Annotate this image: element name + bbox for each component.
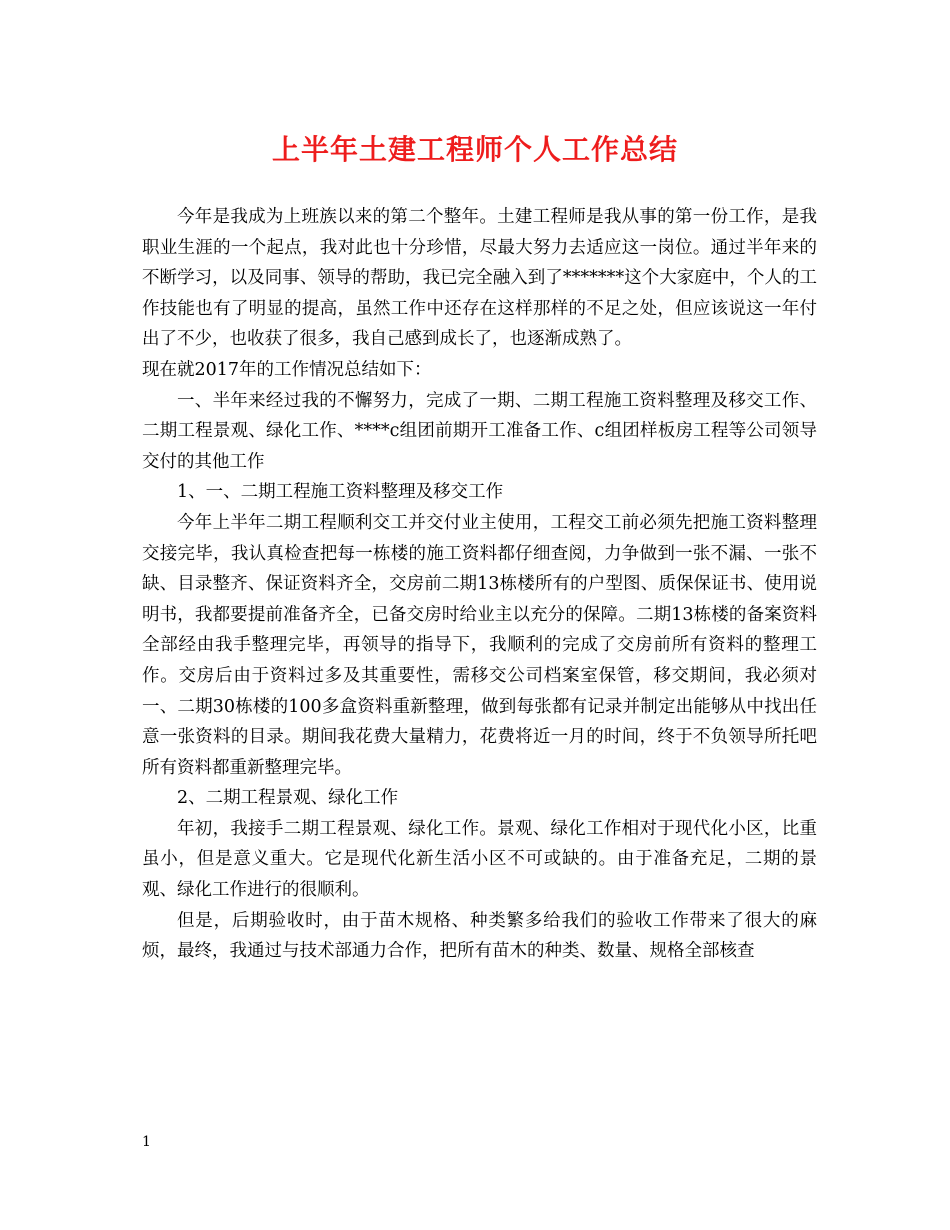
paragraph-item-1-body: 今年上半年二期工程顺利交工并交付业主使用，工程交工前必须先把施工资料整理交接完毕，我认真检查把每一栋楼的施工资料都仔细查阅，力争做到一张不漏、一张不缺、目录整齐、保证资料齐全，交房前二期13栋楼所有的户型图、质保保证书、使用说明书，我都要提前准备齐全，已备交房时给业主以充分的保障。二期13栋楼的备案资料全部经由我手整理完毕，再领导的指导下，我顺利的完成了交房前所有资料的整理工作。交房后由于资料过多及其重要性，需移交公司档案室保管，移交期间，我必须对一、二期30栋楼的100多盒资料重新整理，做到每张都有记录并制定出能够从中找出任意一张资料的目录。期间我花费大量精力，花费将近一月的时间，终于不负领导所托吧所有资料都重新整理完毕。 [142,512,817,778]
subheading-item-2: 2、二期工程景观、绿化工作 [177,788,399,809]
document-body [142,202,817,967]
paragraph-item-2-body: 年初，我接手二期工程景观、绿化工作。景观、绿化工作相对于现代化小区，比重虽小，但是意义重大。它是现代化新生活小区不可或缺的。由于准备充足，二期的景观、绿化工作进行的很顺利。 [142,818,817,901]
paragraph-summary-lead: 现在就2017年的工作情况总结如下： [142,359,432,380]
document-title: 上半年土建工程师个人工作总结 [271,133,678,166]
paragraph-item-2-continued: 但是，后期验收时，由于苗木规格、种类繁多给我们的验收工作带来了很大的麻烦，最终，我通过与技术部通力合作，把所有苗木的种类、数量、规格全部核查 [142,910,817,962]
subheading-item-1: 1、一、二期工程施工资料整理及移交工作 [177,482,504,503]
paragraph-intro: 今年是我成为上班族以来的第二个整年。土建工程师是我从事的第一份工作，是我职业生涯的一个起点，我对此也十分珍惜，尽最大努力去适应这一岗位。通过半年来的不断学习，以及同事、领导的帮助，我已完全融入到了*******这个大家庭中，个人的工作技能也有了明显的提高，虽然工作中还存在这样那样的不足之处，但应该说这一年付出了不少，也收获了很多，我自己感到成长了，也逐渐成熟了。 [142,207,817,350]
paragraph-section-one: 一、半年来经过我的不懈努力，完成了一期、二期工程施工资料整理及移交工作、二期工程景观、绿化工作、****c组团前期开工准备工作、c组团样板房工程等公司领导交付的其他工作 [142,390,817,472]
page-number: 1 [142,1134,151,1150]
